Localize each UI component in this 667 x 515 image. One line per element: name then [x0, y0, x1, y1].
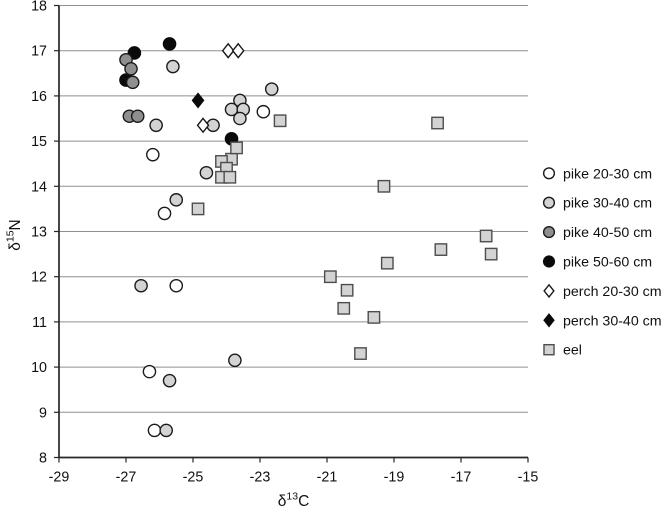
point-pike-50-60-cm [163, 38, 175, 50]
y-tick-label: 12 [31, 269, 47, 286]
x-tick-label: -15 [517, 469, 539, 486]
point-pike-20-30-cm [170, 280, 182, 292]
y-tick-label: 15 [31, 134, 47, 151]
y-axis-title: $\delta^{15}N$ [4, 219, 24, 251]
point-eel [355, 348, 366, 359]
point-pike-40-50-cm [127, 76, 139, 88]
legend-label: perch 20-30 cm [563, 283, 662, 300]
point-eel [192, 203, 203, 214]
x-tick-label: -27 [115, 469, 137, 486]
y-tick-label: 17 [31, 43, 47, 60]
point-pike-30-40-cm [150, 119, 162, 131]
point-eel [274, 115, 285, 126]
legend-label: eel [563, 342, 582, 359]
y-tick-label: 9 [39, 405, 47, 422]
legend-marker-pike-40-50-cm-icon [544, 227, 555, 238]
y-tick-label: 18 [31, 0, 47, 15]
point-pike-30-40-cm [170, 194, 182, 206]
y-tick-label: 13 [31, 224, 47, 241]
point-pike-20-30-cm [158, 207, 170, 219]
point-pike-20-30-cm [143, 366, 155, 378]
y-tick-label: 11 [32, 314, 47, 331]
point-pike-30-40-cm [135, 280, 147, 292]
point-eel [432, 117, 443, 128]
legend-label: pike 20-30 cm [563, 166, 653, 183]
point-eel [325, 271, 336, 282]
y-tick-label: 10 [31, 360, 47, 377]
point-eel [224, 172, 235, 183]
point-pike-40-50-cm [125, 63, 137, 75]
x-tick-label: -25 [182, 469, 204, 486]
legend-marker-eel-icon [544, 345, 554, 355]
x-tick-label: -17 [450, 469, 472, 486]
legend-marker-pike-20-30-cm-icon [544, 168, 555, 179]
y-tick-label: 14 [31, 179, 47, 196]
x-tick-label: -21 [316, 469, 338, 486]
point-eel [480, 230, 491, 241]
point-pike-30-40-cm [234, 112, 246, 124]
point-pike-30-40-cm [167, 60, 179, 72]
point-eel [435, 244, 446, 255]
x-tick-label: -19 [383, 469, 405, 486]
y-tick-label: 8 [39, 450, 47, 467]
point-eel [341, 285, 352, 296]
point-pike-30-40-cm [160, 424, 172, 436]
point-pike-30-40-cm [266, 83, 278, 95]
y-tick-label: 16 [31, 88, 47, 105]
point-eel [382, 257, 393, 268]
point-eel [368, 312, 379, 323]
point-eel [231, 142, 242, 153]
point-pike-40-50-cm [132, 110, 144, 122]
legend-label: pike 50-60 cm [563, 254, 653, 271]
point-pike-20-30-cm [147, 149, 159, 161]
point-pike-20-30-cm [148, 424, 160, 436]
point-eel [378, 181, 389, 192]
legend-label: pike 30-40 cm [563, 195, 653, 212]
x-tick-label: -23 [249, 469, 271, 486]
legend-label: perch 30-40 cm [563, 313, 662, 330]
legend-label: pike 40-50 cm [563, 225, 653, 242]
point-eel [338, 303, 349, 314]
x-axis-title: $\delta^{13}C$ [277, 490, 310, 510]
point-pike-20-30-cm [257, 106, 269, 118]
legend-marker-pike-30-40-cm-icon [544, 197, 555, 208]
point-pike-30-40-cm [229, 354, 241, 366]
point-pike-30-40-cm [163, 375, 175, 387]
x-tick-label: -29 [48, 469, 70, 486]
point-eel [485, 248, 496, 259]
point-pike-30-40-cm [200, 167, 212, 179]
legend-marker-pike-50-60-cm-icon [544, 256, 555, 267]
